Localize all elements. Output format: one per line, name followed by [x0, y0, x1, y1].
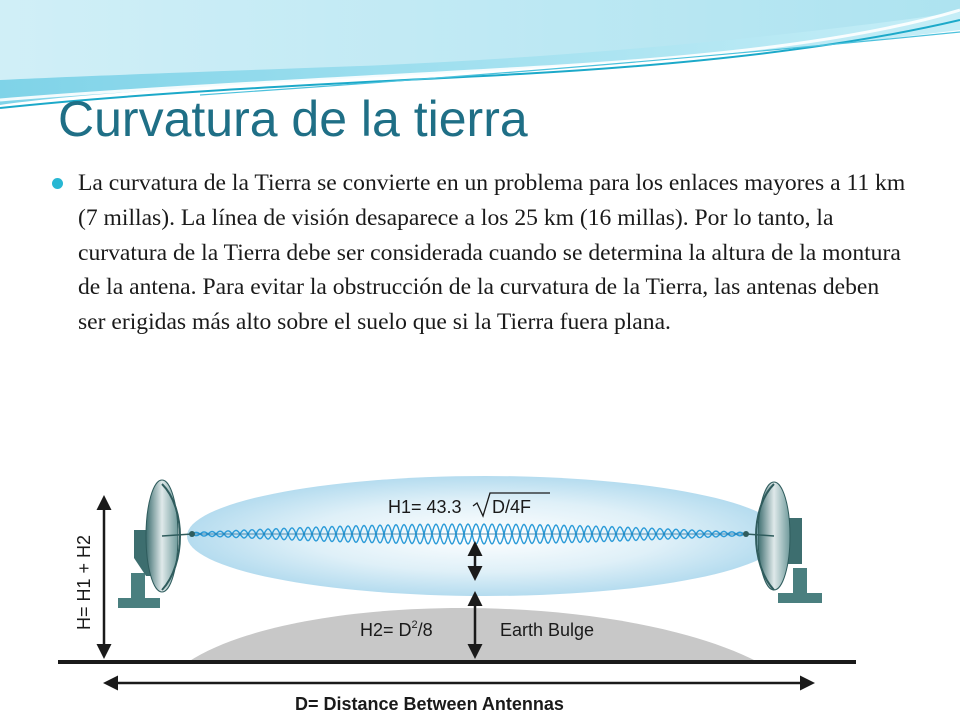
distance-label: D= Distance Between Antennas — [295, 694, 564, 714]
earth-bulge-label: Earth Bulge — [500, 620, 595, 640]
h2-formula-label: $H2= D^2/8$ — [360, 619, 433, 640]
fresnel-zone — [187, 476, 783, 596]
bullet-paragraph: La curvatura de la Tierra se convierte en un problema para los enlaces mayores a 11 km (7 millas). La línea de visión desaparece a los 25 km (16 millas). Por lo tanto, la curvatura de la Tierra debe ser considerada cuando se determina la altura de la montura de la antena. Para evitar la obstrucción de la curvatura de la Tierra, las antenas deben ser erigidas más alto sobre el suelo que si la Tierra fuera plana. — [78, 170, 906, 336]
page-title: Curvatura de la tierra — [58, 91, 528, 147]
earth-curvature-diagram — [58, 418, 858, 720]
total-height-label: H= H1 + H2 — [74, 534, 94, 630]
bullet-dot-icon — [52, 178, 63, 189]
h1-formula-label: H1= 43.3 — [388, 497, 462, 517]
h1-radicand: D/4F — [492, 497, 532, 517]
